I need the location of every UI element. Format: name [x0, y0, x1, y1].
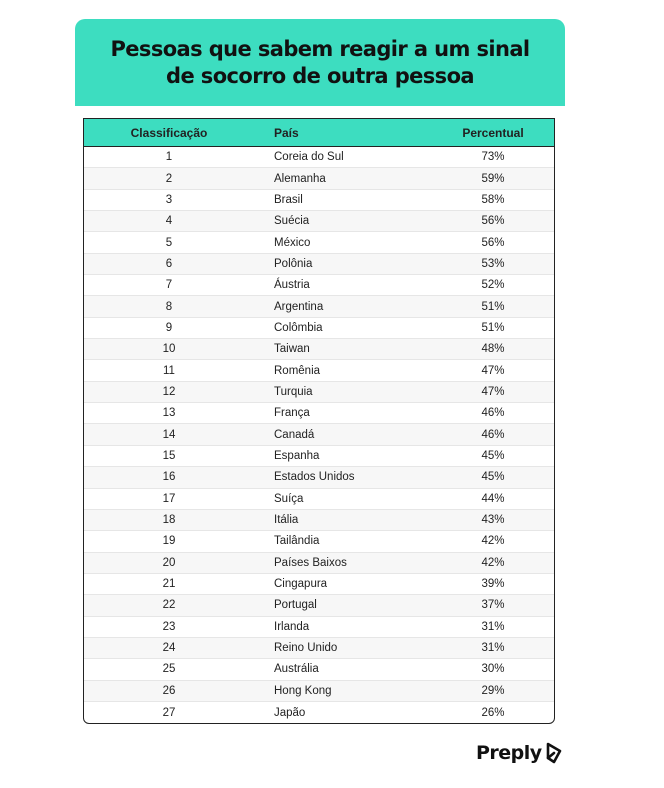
country-cell: Colômbia	[274, 321, 323, 334]
percent-cell: 44%	[481, 492, 505, 505]
country-cell: Austrália	[274, 663, 319, 676]
country-cell: Argentina	[274, 300, 324, 313]
table-row	[84, 232, 554, 253]
preply-logo	[476, 738, 563, 768]
table-row	[84, 275, 554, 296]
country-cell: México	[274, 236, 311, 249]
table-row	[84, 318, 554, 339]
header-country: País	[274, 125, 299, 140]
percent-cell: 56%	[481, 236, 505, 249]
rank-cell: 14	[162, 428, 176, 441]
percent-cell: 45%	[481, 471, 505, 484]
country-cell: Hong Kong	[274, 684, 332, 697]
percent-cell: 51%	[481, 321, 505, 334]
chart-title: Pessoas que sabem reagir a um sinal de socorro de outra pessoa	[110, 36, 530, 88]
country-cell: Turquia	[274, 385, 313, 398]
rank-cell: 9	[165, 321, 173, 334]
rank-cell: 1	[165, 151, 173, 164]
country-cell: Áustria	[274, 279, 310, 292]
preply-heart-icon	[545, 742, 563, 764]
rank-cell: 26	[162, 684, 176, 697]
table-row	[84, 211, 554, 232]
title-banner	[75, 19, 565, 106]
percent-cell: 46%	[481, 407, 505, 420]
country-cell: Estados Unidos	[274, 471, 355, 484]
table-row	[84, 296, 554, 317]
table-row	[84, 424, 554, 445]
country-cell: Taiwan	[274, 343, 310, 356]
header-percent: Percentual	[462, 125, 524, 140]
table-row	[84, 190, 554, 211]
table-row	[84, 360, 554, 381]
rank-cell: 21	[162, 578, 176, 591]
rank-cell: 2	[165, 172, 173, 185]
table-row	[84, 510, 554, 531]
country-cell: Coreia do Sul	[274, 151, 344, 164]
table-row	[84, 659, 554, 680]
rank-cell: 10	[162, 343, 176, 356]
rank-cell: 5	[165, 236, 173, 249]
table-row	[84, 467, 554, 488]
table-row	[84, 681, 554, 702]
table-row	[84, 553, 554, 574]
percent-cell: 42%	[481, 535, 505, 548]
rank-cell: 22	[162, 599, 176, 612]
rank-cell: 4	[165, 215, 173, 228]
percent-cell: 30%	[481, 663, 505, 676]
table-row	[84, 446, 554, 467]
percent-cell: 56%	[481, 215, 505, 228]
percent-cell: 39%	[481, 578, 505, 591]
table-row	[84, 638, 554, 659]
rank-cell: 7	[165, 279, 173, 292]
table-row	[84, 489, 554, 510]
rank-cell: 27	[162, 706, 176, 719]
rank-cell: 3	[165, 193, 173, 206]
rank-cell: 19	[162, 535, 176, 548]
percent-cell: 47%	[481, 364, 505, 377]
table-row	[84, 574, 554, 595]
table-row	[84, 595, 554, 616]
percent-cell: 58%	[481, 193, 505, 206]
percent-cell: 42%	[481, 556, 505, 569]
country-cell: França	[274, 407, 310, 420]
table-row	[84, 254, 554, 275]
percent-cell: 59%	[481, 172, 505, 185]
table-row	[84, 617, 554, 638]
percent-cell: 73%	[481, 151, 505, 164]
percent-cell: 51%	[481, 300, 505, 313]
country-cell: Canadá	[274, 428, 315, 441]
country-cell: Países Baixos	[274, 556, 347, 569]
table-header	[84, 119, 554, 147]
percent-cell: 29%	[481, 684, 505, 697]
rank-cell: 13	[162, 407, 176, 420]
brand-name: Preply	[476, 742, 542, 764]
percent-cell: 47%	[481, 385, 505, 398]
percent-cell: 43%	[481, 514, 505, 527]
rank-cell: 8	[165, 300, 173, 313]
country-cell: Romênia	[274, 364, 321, 377]
rank-cell: 6	[165, 257, 173, 270]
country-cell: Brasil	[274, 193, 303, 206]
table-row	[84, 147, 554, 168]
country-cell: Suécia	[274, 215, 310, 228]
table-row	[84, 403, 554, 424]
table-row	[84, 168, 554, 189]
percent-cell: 31%	[481, 642, 505, 655]
percent-cell: 53%	[481, 257, 505, 270]
country-cell: Espanha	[274, 449, 320, 462]
rank-cell: 24	[162, 642, 176, 655]
table-row	[84, 382, 554, 403]
country-cell: Suíça	[274, 492, 304, 505]
country-cell: Japão	[274, 706, 306, 719]
country-cell: Portugal	[274, 599, 317, 612]
rank-cell: 20	[162, 556, 176, 569]
percent-cell: 26%	[481, 706, 505, 719]
rank-cell: 15	[162, 449, 176, 462]
country-cell: Tailândia	[274, 535, 320, 548]
rank-cell: 12	[162, 385, 176, 398]
country-cell: Reino Unido	[274, 642, 338, 655]
country-cell: Itália	[274, 514, 299, 527]
percent-cell: 52%	[481, 279, 505, 292]
country-cell: Alemanha	[274, 172, 326, 185]
country-cell: Irlanda	[274, 620, 310, 633]
rank-cell: 25	[162, 663, 176, 676]
header-rank: Classificação	[130, 125, 208, 140]
percent-cell: 37%	[481, 599, 505, 612]
country-cell: Polônia	[274, 257, 313, 270]
ranking-table	[83, 118, 555, 724]
rank-cell: 16	[162, 471, 176, 484]
percent-cell: 45%	[481, 449, 505, 462]
table-row	[84, 531, 554, 552]
table-body	[84, 147, 554, 723]
rank-cell: 18	[162, 514, 176, 527]
percent-cell: 31%	[481, 620, 505, 633]
rank-cell: 23	[162, 620, 176, 633]
table-row	[84, 702, 554, 723]
percent-cell: 48%	[481, 343, 505, 356]
rank-cell: 17	[162, 492, 176, 505]
rank-cell: 11	[163, 364, 175, 377]
percent-cell: 46%	[481, 428, 505, 441]
table-row	[84, 339, 554, 360]
country-cell: Cingapura	[274, 578, 328, 591]
